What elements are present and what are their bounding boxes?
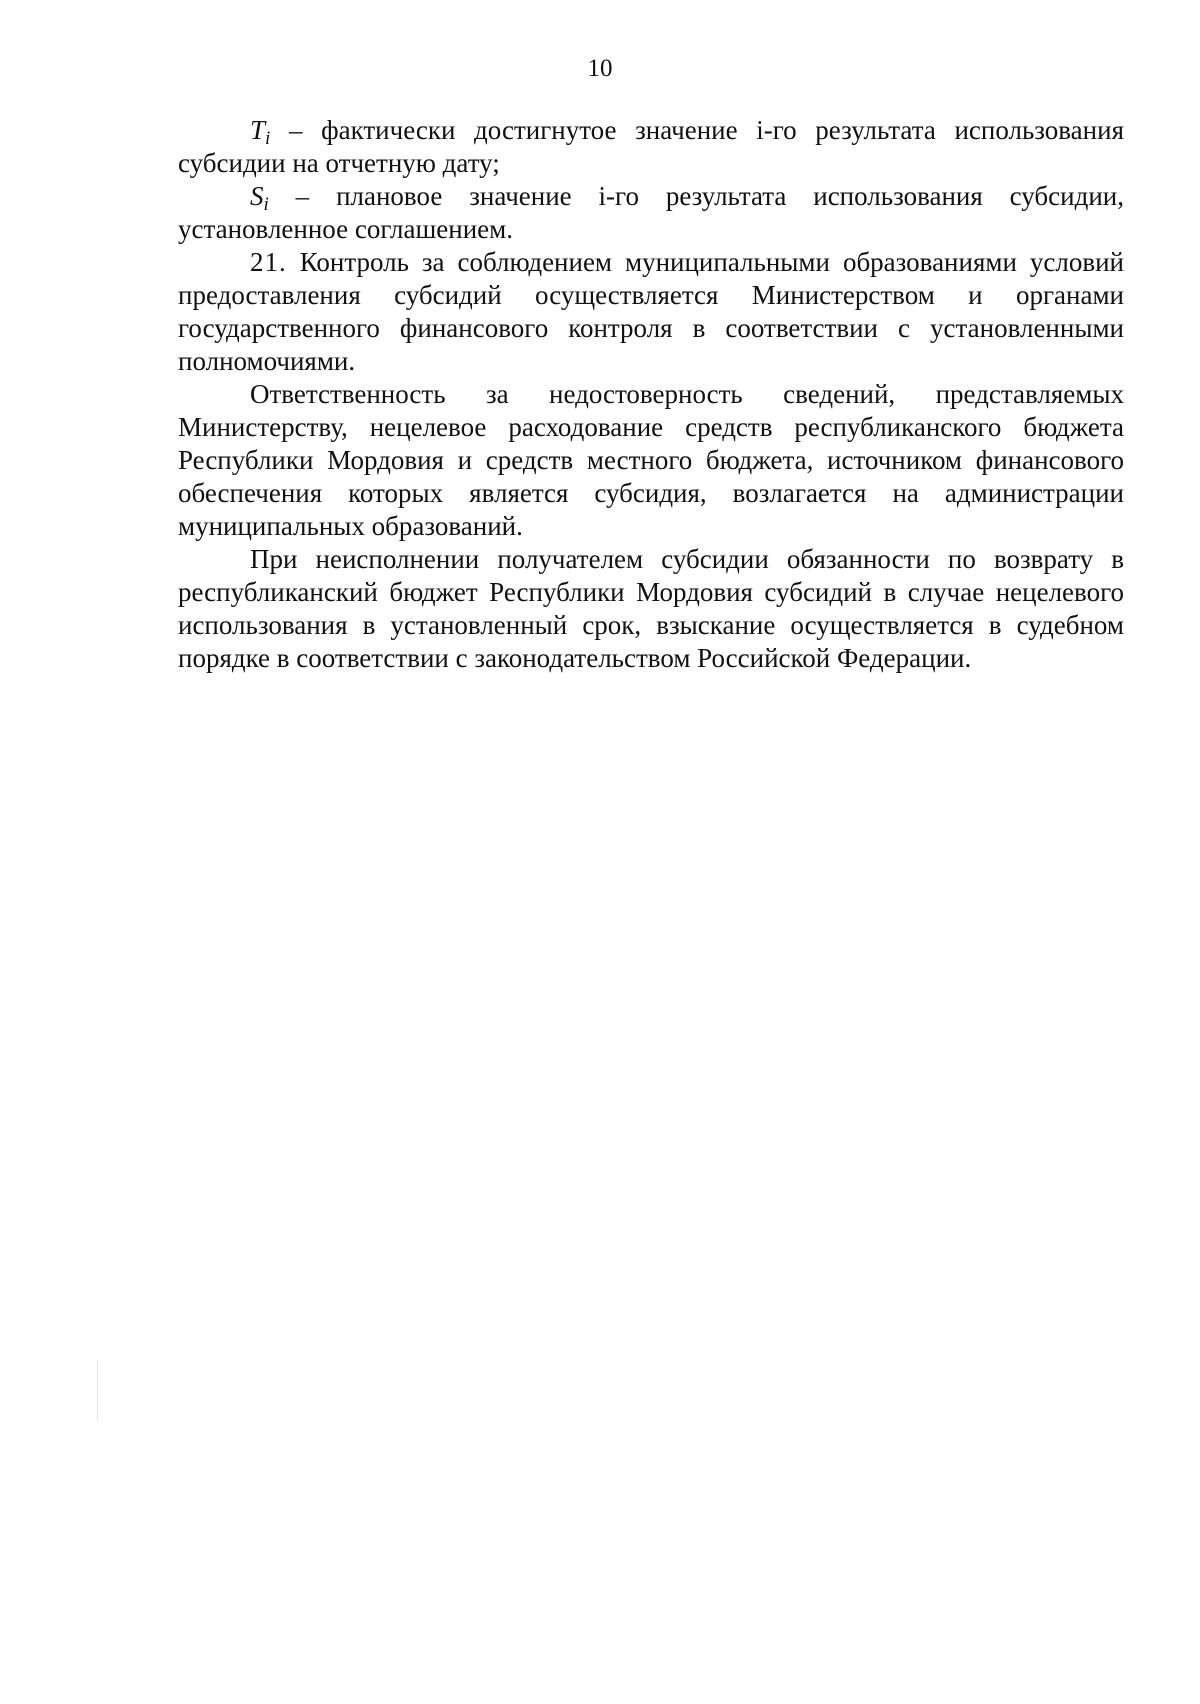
clause-number: 21.: [250, 247, 287, 277]
paragraph-responsibility: [178, 378, 1124, 543]
paragraph-text: Контроль за соблюдением муниципальными образованиями условий предоставления субсидий осуществляется Министерством и органами государственного финансового контроля в соответствии с установленными полномочиями.: [178, 247, 1124, 376]
paragraph-text: – плановое значение i-го результата использования субсидии, установленное соглашением.: [178, 181, 1124, 244]
subscript-i: i: [263, 194, 269, 215]
page-number: 10: [587, 55, 613, 82]
variable-s: S: [250, 181, 264, 211]
document-body: [178, 114, 1124, 675]
paragraph-text: Ответственность за недостоверность сведений, представляемых Министерству, нецелевое расходование средств республиканского бюджета Республики Мордовия и средств местного бюджета, источником финансового обеспечения которых является субсидия, возлагается на администрации муниципальных образований.: [178, 379, 1124, 541]
paragraph-ti-definition: [178, 114, 1124, 180]
scan-margin-mark: [97, 1360, 98, 1420]
paragraph-si-definition: [178, 180, 1124, 246]
paragraph-text: – фактически достигнутое значение i-го результата использования субсидии на отчетную дату;: [178, 115, 1124, 178]
paragraph-clause-21: [178, 246, 1124, 378]
paragraph-recovery: [178, 543, 1124, 675]
variable-t: T: [250, 115, 266, 145]
subscript-i: i: [265, 128, 271, 149]
paragraph-text: При неисполнении получателем субсидии обязанности по возврату в республиканский бюджет Республики Мордовия субсидий в случае нецелевого использования в установленный срок, взыскание осуществляется в судебном порядке в соответствии с законодательством Российской Федерации.: [178, 544, 1124, 673]
